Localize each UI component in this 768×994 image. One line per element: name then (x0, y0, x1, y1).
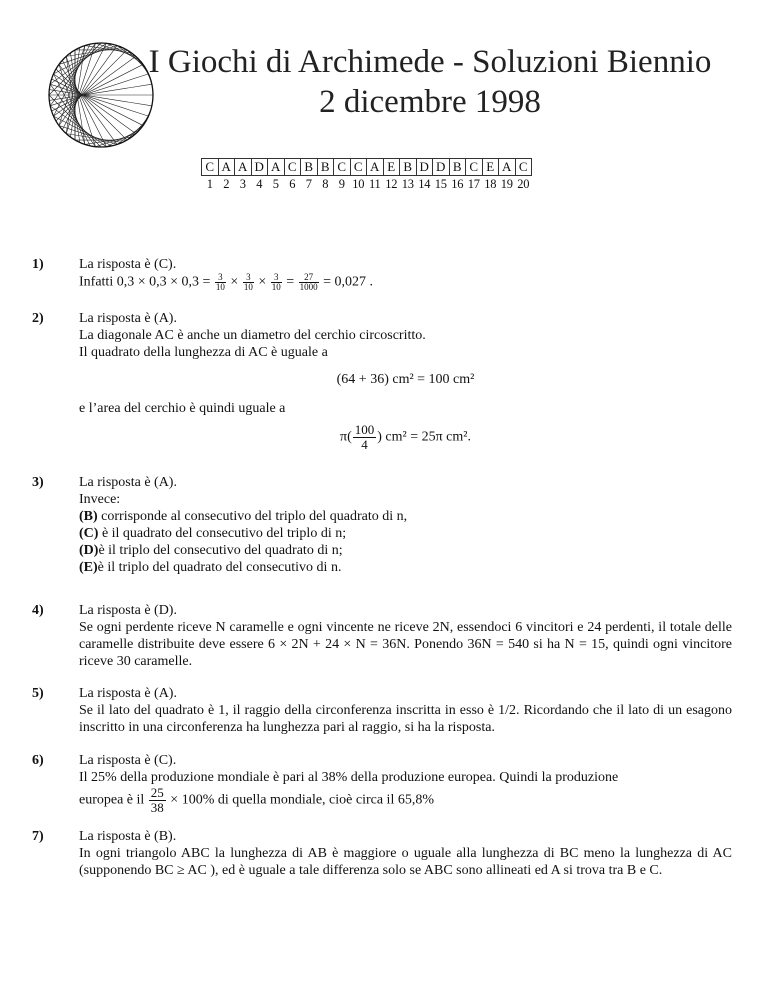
solution-number: 5) (32, 686, 44, 701)
question-number: 9 (338, 177, 345, 191)
text-part: × 100% di quella mondiale, cioè circa il 65,8% (170, 792, 434, 808)
answer-letter: A (499, 159, 516, 176)
answer-letter: D (416, 159, 433, 176)
answer-letter: E (383, 159, 400, 176)
option-text: è il quadrato del consecutivo del triplo di n; (101, 526, 347, 541)
equation (79, 423, 732, 452)
option-label: (B) (79, 509, 98, 524)
numerator: 3 (215, 273, 226, 283)
solution-7 (32, 828, 732, 879)
logo-chord (50, 106, 106, 147)
solution-answer: La risposta è (C). (79, 753, 177, 768)
question-number: 15 (434, 177, 447, 191)
answer-letter: A (218, 159, 235, 176)
denominator: 38 (150, 800, 164, 815)
question-number: 4 (256, 177, 263, 191)
answer-letter: B (449, 159, 466, 176)
question-number: 18 (484, 177, 497, 191)
solution-text: In ogni triangolo ABC la lunghezza di AB è maggiore o uguale alla lunghezza di BC meno la lunghezza di AC (supponendo BC ≥ AC ), ed è uguale a tale differenza solo se ABC sono allineati ed A si trova tra B e C. (79, 846, 732, 878)
fraction (243, 273, 254, 292)
solution-text-fraction (79, 786, 732, 815)
equation-part: π( (340, 429, 352, 445)
numerator: 25 (150, 785, 164, 800)
option-text: è il triplo del consecutivo del quadrato di n; (98, 543, 343, 558)
question-numbers-row (202, 176, 532, 193)
solution-1 (32, 256, 732, 292)
option-d-note (79, 542, 732, 559)
answer-letter: D (251, 159, 268, 176)
option-label: (C) (79, 526, 99, 541)
numerator: 3 (243, 273, 254, 283)
solution-2 (32, 310, 732, 452)
question-number: 5 (272, 177, 279, 191)
solution-text: Se il lato del quadrato è 1, il raggio della circonferenza inscritta in esso è 1/2. Ricordando che il lato di un esagono inscritto in una circonferenza ha lunghezza pari al raggio, si ha la risposta. (79, 703, 732, 735)
logo-chord (50, 43, 106, 84)
times-sign: × (230, 274, 239, 290)
option-b-note (79, 508, 732, 525)
answer-letter: D (433, 159, 450, 176)
solution-answer: La risposta è (C). (79, 257, 177, 272)
numerator: 3 (271, 273, 282, 283)
solution-answer: La risposta è (A). (79, 475, 177, 490)
solution-6 (32, 752, 732, 815)
fraction (299, 273, 319, 292)
solution-text: e l’area del cerchio è quindi uguale a (79, 401, 286, 416)
answer-letter: C (202, 159, 219, 176)
option-label: (D) (79, 543, 99, 558)
question-number: 1 (206, 177, 213, 191)
solution-text: Il 25% della produzione mondiale è pari al 38% della produzione europea. Quindi la produzione (79, 770, 619, 785)
option-text: corrisponde al consecutivo del triplo del quadrato di n, (101, 509, 408, 524)
text-part: europea è il (79, 792, 145, 808)
question-number: 11 (369, 177, 381, 191)
solution-answer: La risposta è (A). (79, 311, 177, 326)
question-number: 7 (305, 177, 312, 191)
times-sign: × (258, 274, 267, 290)
denominator: 4 (361, 437, 368, 452)
option-label: (E) (79, 560, 98, 575)
question-number: 17 (467, 177, 480, 191)
solution-number: 7) (32, 829, 44, 844)
question-number: 13 (401, 177, 414, 191)
denominator: 10 (215, 282, 225, 292)
solution-4 (32, 602, 732, 670)
option-text: è il triplo del quadrato del consecutivo di n. (97, 560, 342, 575)
answer-letter: B (400, 159, 417, 176)
option-e-note (79, 559, 732, 576)
numerator: 100 (354, 422, 375, 437)
solution-text: Il quadrato della lunghezza di AC è uguale a (79, 345, 328, 360)
answer-letter: C (466, 159, 483, 176)
answer-letter: A (235, 159, 252, 176)
question-number: 8 (322, 177, 329, 191)
answer-letter: C (350, 159, 367, 176)
answer-key-table (201, 158, 532, 192)
page-title: I Giochi di Archimede - Soluzioni Biennio (148, 44, 712, 80)
solution-3 (32, 474, 732, 576)
solution-5 (32, 685, 732, 736)
answer-letter: C (284, 159, 301, 176)
solution-number: 4) (32, 603, 44, 618)
answer-letter: B (301, 159, 318, 176)
solution-answer: La risposta è (D). (79, 603, 177, 618)
solution-text: Invece: (79, 492, 121, 507)
question-number: 6 (289, 177, 296, 191)
question-number: 20 (517, 177, 530, 191)
solution-number: 1) (32, 257, 44, 272)
answer-letter: E (482, 159, 499, 176)
question-number: 3 (239, 177, 246, 191)
solution-answer: La risposta è (B). (79, 829, 177, 844)
answer-letter: C (334, 159, 351, 176)
question-number: 19 (500, 177, 513, 191)
denominator: 10 (243, 282, 253, 292)
fraction (353, 423, 377, 452)
solution-computation (79, 273, 732, 292)
denominator: 1000 (299, 282, 318, 292)
question-number: 12 (385, 177, 398, 191)
answer-letter: A (367, 159, 384, 176)
solution-number: 3) (32, 475, 44, 490)
fraction (271, 273, 282, 292)
logo-chord (59, 64, 85, 144)
equation: (64 + 36) cm² = 100 cm² (336, 372, 475, 387)
logo-chord (66, 48, 122, 57)
computation-text: Infatti 0,3 × 0,3 × 0,3 = (79, 274, 211, 290)
equals-sign: = (286, 274, 295, 290)
question-number: 2 (223, 177, 230, 191)
computation-result: = 0,027 . (323, 274, 374, 290)
answer-letters-row (202, 159, 532, 176)
question-number: 16 (451, 177, 464, 191)
fraction (149, 786, 166, 815)
page-subtitle-date: 2 dicembre 1998 (319, 84, 541, 120)
solution-number: 2) (32, 311, 44, 326)
solution-number: 6) (32, 753, 44, 768)
question-number: 14 (418, 177, 431, 191)
answer-letter: C (515, 159, 532, 176)
fraction (215, 273, 226, 292)
answer-letter: B (317, 159, 334, 176)
denominator: 10 (271, 282, 281, 292)
solution-text: Se ogni perdente riceve N caramelle e ogni vincente ne riceve 2N, essendoci 6 vincitori e 24 perdenti, il totale delle caramelle distribuite deve essere 6 × 2N + 24 × N = 36N. Ponendo 36N = 540 si ha N = 15, quindi ogni vincitore riceve 30 caramelle. (79, 620, 732, 669)
equation-part: ) cm² = 25π cm². (377, 429, 471, 445)
numerator: 27 (299, 273, 319, 283)
answer-letter: A (268, 159, 285, 176)
solution-answer: La risposta è (A). (79, 686, 177, 701)
solution-text: La diagonale AC è anche un diametro del cerchio circoscritto. (79, 328, 426, 343)
option-c-note (79, 525, 732, 542)
question-number: 10 (352, 177, 365, 191)
